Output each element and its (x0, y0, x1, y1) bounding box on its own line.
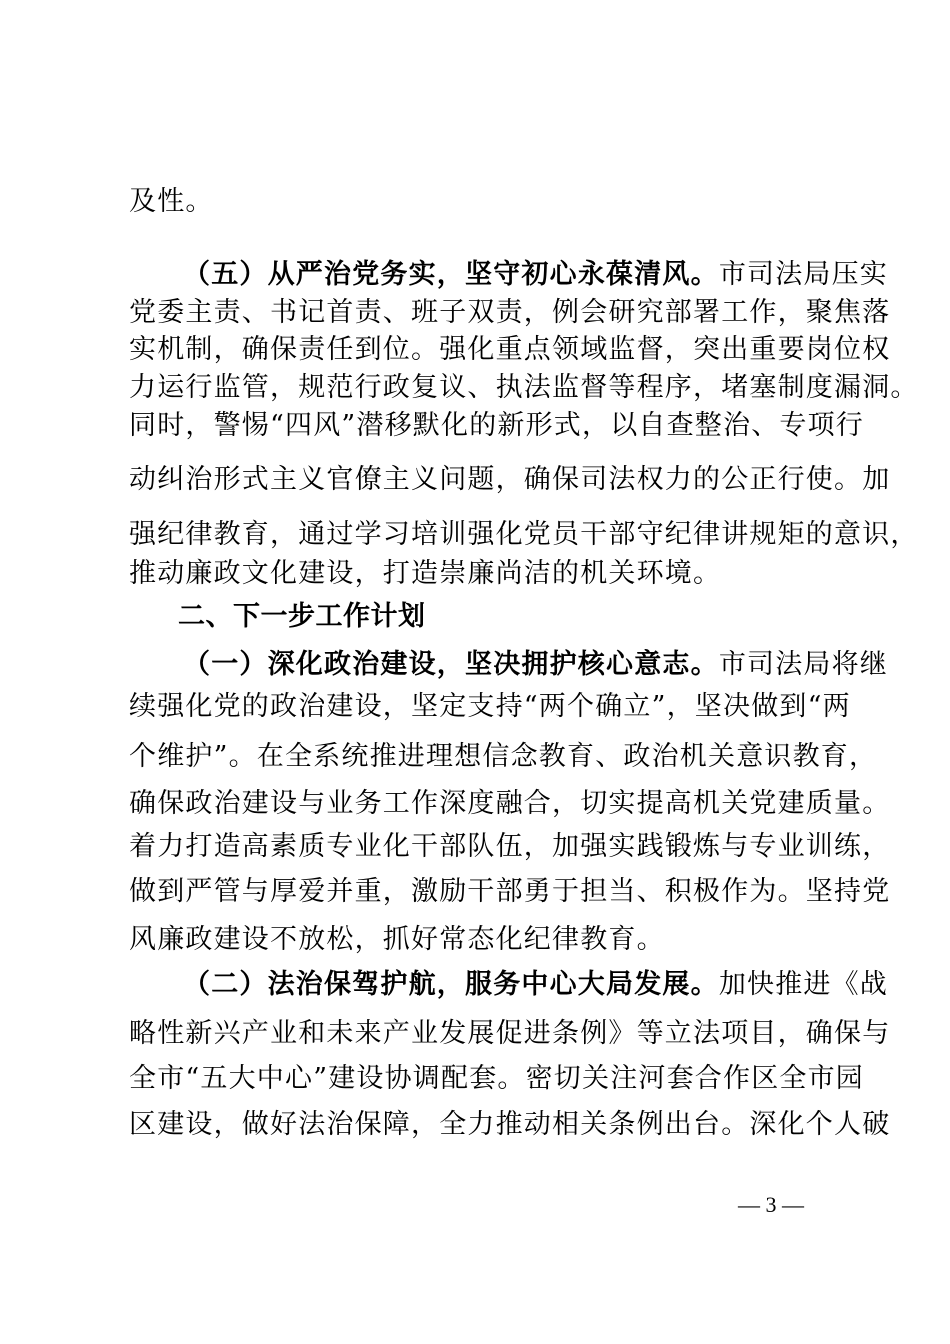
paragraph-text: 加快推进《战 (718, 969, 889, 1000)
paragraph-line: 力运行监管，规范行政复议、执法监督等程序，堵塞制度漏洞。 (129, 372, 919, 403)
section-one-title: （一）深化政治建设，坚决拥护核心意志。 (183, 649, 719, 680)
paragraph-line: 确保政治建设与业务工作深度融合，切实提高机关党建质量。 (129, 788, 891, 819)
paragraph-line: 略性新兴产业和未来产业发展促进条例》等立法项目，确保与 (129, 1018, 891, 1049)
paragraph-line: 动纠治形式主义官僚主义问题，确保司法权力的公正行使。加 (129, 464, 891, 495)
section-five-title: （五）从严治党务实，坚守初心永葆清风。 (183, 259, 719, 290)
paragraph-line: 党委主责、书记首责、班子双责，例会研究部署工作，聚焦落 (129, 297, 891, 328)
paragraph-text: 市司法局将继 (718, 649, 889, 680)
paragraph-line: 着力打造高素质专业化干部队伍，加强实践锻炼与专业训练， (129, 831, 891, 862)
paragraph-line: 实机制，确保责任到位。强化重点领域监督，突出重要岗位权 (129, 334, 891, 365)
paragraph-line: 及性。 (129, 186, 214, 217)
paragraph-line: 做到严管与厚爱并重，激励干部勇于担当、积极作为。坚持党 (129, 876, 891, 907)
paragraph-line: 续强化党的政治建设，坚定支持“两个确立”，坚决做到“两 (129, 691, 851, 722)
paragraph-text: 市司法局压实 (718, 259, 889, 290)
paragraph-line: 区建设，做好法治保障，全力推动相关条例出台。深化个人破 (129, 1109, 891, 1140)
section-heading-next-steps: 二、下一步工作计划 (178, 601, 426, 632)
paragraph-line: 强纪律教育，通过学习培训强化党员干部守纪律讲规矩的意识， (129, 519, 919, 550)
section-two-first-line (183, 966, 889, 1004)
paragraph-line: 全市“五大中心”建设协调配套。密切关注河套合作区全市园 (129, 1063, 865, 1094)
section-one-first-line (183, 646, 889, 684)
paragraph-line: 同时，警惕“四风”潜移默化的新形式，以自查整治、专项行 (129, 410, 865, 441)
section-five-first-line (183, 256, 889, 294)
paragraph-line: 个维护”。在全系统推进理想信念教育、政治机关意识教育， (129, 741, 878, 772)
page-number: — 3 — (738, 1192, 804, 1217)
section-two-title: （二）法治保驾护航，服务中心大局发展。 (183, 969, 719, 1000)
paragraph-line: 推动廉政文化建设，打造崇廉尚洁的机关环境。 (129, 558, 722, 589)
paragraph-line: 风廉政建设不放松，抓好常态化纪律教育。 (129, 924, 665, 955)
